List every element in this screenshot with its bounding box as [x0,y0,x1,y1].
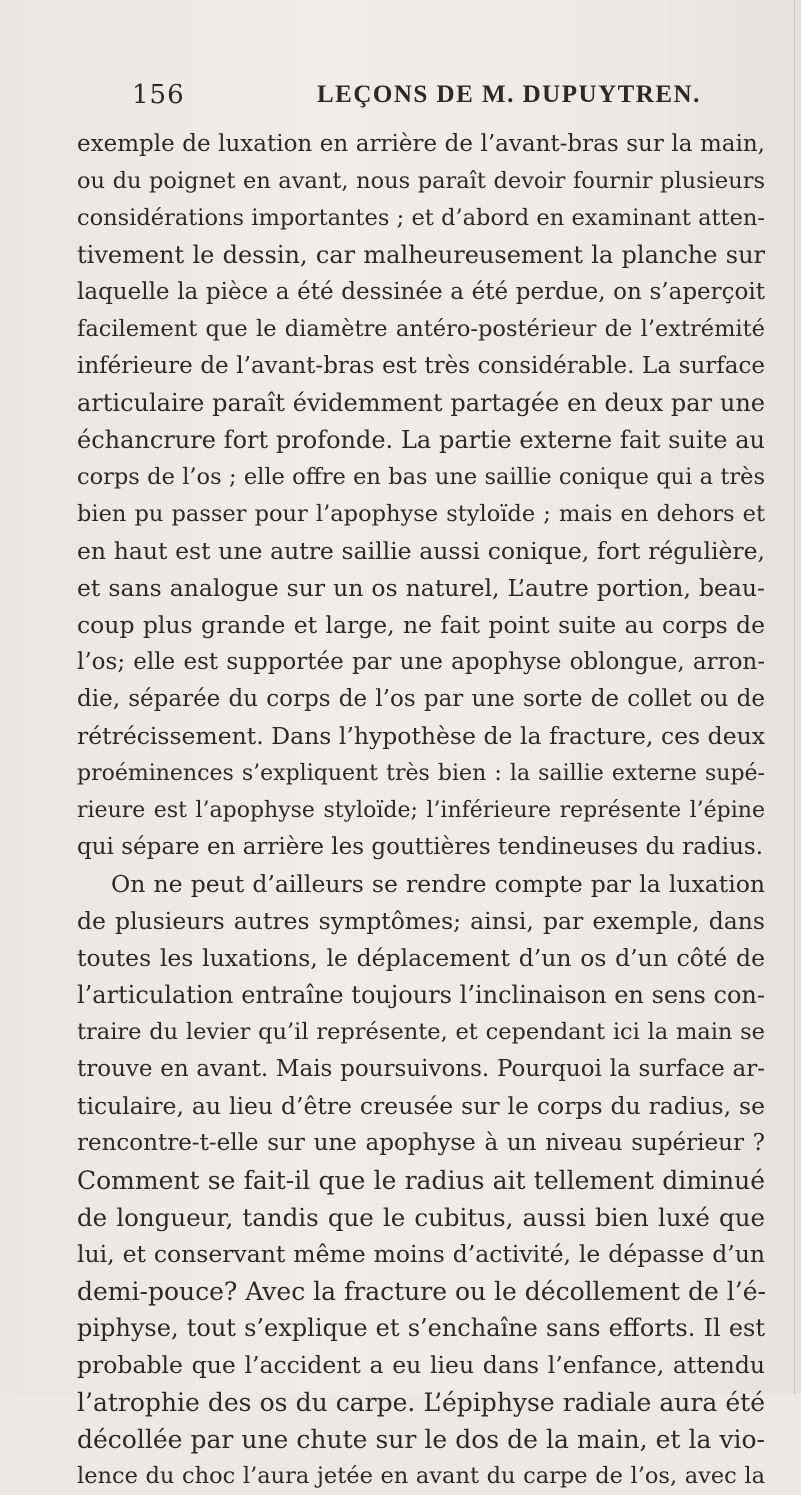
paragraph-start-line: On ne peut d’ailleurs se rendre compte par la luxation [111,870,765,898]
text-line: considérations importantes ; et d’abord en examinant atten- [77,205,765,231]
text-line: facilement que le diamètre antéro-postérieur de l’extrémité [77,316,765,342]
text-line: lui, et conservant même moins d’activité, le dépasse d’un [77,1240,765,1268]
text-line: rencontre-t-elle sur une apophyse à un niveau supérieur ? [77,1130,765,1156]
text-line: inférieure de l’avant-bras est très considérable. La surface [77,353,765,379]
text-line: die, séparée du corps de l’os par une sorte de collet ou de [77,686,765,712]
text-line: traire du levier qu’il représente, et cependant ici la main se [77,1019,765,1045]
text-line: exemple de luxation en arrière de l’avant-bras sur la main, [77,131,765,157]
text-line: rieure est l’apophyse styloïde; l’inférieure représente l’épine [77,798,765,823]
text-line: trouve en avant. Mais poursuivons. Pourquoi la surface ar- [77,1056,765,1082]
text-line: probable que l’accident a eu lieu dans l’enfance, attendu [77,1351,765,1379]
text-line: l’atrophie des os du carpe. L’épiphyse radiale aura été [77,1388,765,1417]
text-line: ou du poignet en avant, nous paraît devoir fournir plusieurs [77,168,765,194]
text-line: demi-pouce? Avec la fracture ou le décollement de l’é- [77,1277,766,1306]
page-number: 156 [132,80,185,110]
text-line: laquelle la pièce a été dessinée a été perdue, on s’aperçoit [77,279,765,305]
page-edge [794,0,795,1394]
text-line: articulaire paraît évidemment partagée en deux par une [77,389,765,417]
text-line: de longueur, tandis que le cubitus, aussi bien luxé que [77,1203,765,1232]
text-line: l’articulation entraîne toujours l’inclinaison en sens con- [77,981,765,1009]
running-head [132,80,782,120]
text-line: bien pu passer pour l’apophyse styloïde ; mais en dehors et [77,501,765,527]
text-line: rétrécissement. Dans l’hypothèse de la fracture, ces deux [77,722,765,750]
text-line: l’os; elle est supportée par une apophyse oblongue, arron- [77,649,765,675]
text-line: corps de l’os ; elle offre en bas une saillie conique qui a très [77,464,765,490]
text-line: coup plus grande et large, ne fait point suite au corps de [77,611,765,639]
text-line: et sans analogue sur un os naturel, L’autre portion, beau- [77,574,765,602]
text-line: en haut est une autre saillie aussi conique, fort régulière, [77,537,765,565]
text-line: qui sépare en arrière les gouttières tendineuses du radius. [77,834,764,860]
text-line: toutes les luxations, le déplacement d’un os d’un côté de [77,944,765,972]
body-text [77,126,765,1495]
text-line: décollée par une chute sur le dos de la main, et la vio- [77,1425,765,1454]
text-line: piphyse, tout s’explique et s’enchaîne sans efforts. Il est [77,1314,765,1342]
running-title: LEÇONS DE M. DUPUYTREN. [317,81,701,108]
text-line: de plusieurs autres symptômes; ainsi, par exemple, dans [77,907,765,935]
text-line: proéminences s’expliquent très bien : la saillie externe supé- [77,761,765,786]
text-line: lence du choc l’aura jetée en avant du carpe de l’os, avec la [77,1463,765,1489]
text-line: tivement le dessin, car malheureusement la planche sur [77,241,765,269]
text-line: ticulaire, au lieu d’être creusée sur le corps du radius, se [77,1092,765,1120]
text-line: Comment se fait-il que le radius ait tellement diminué [77,1166,765,1195]
text-line: échancrure fort profonde. La partie externe fait suite au [77,426,765,454]
